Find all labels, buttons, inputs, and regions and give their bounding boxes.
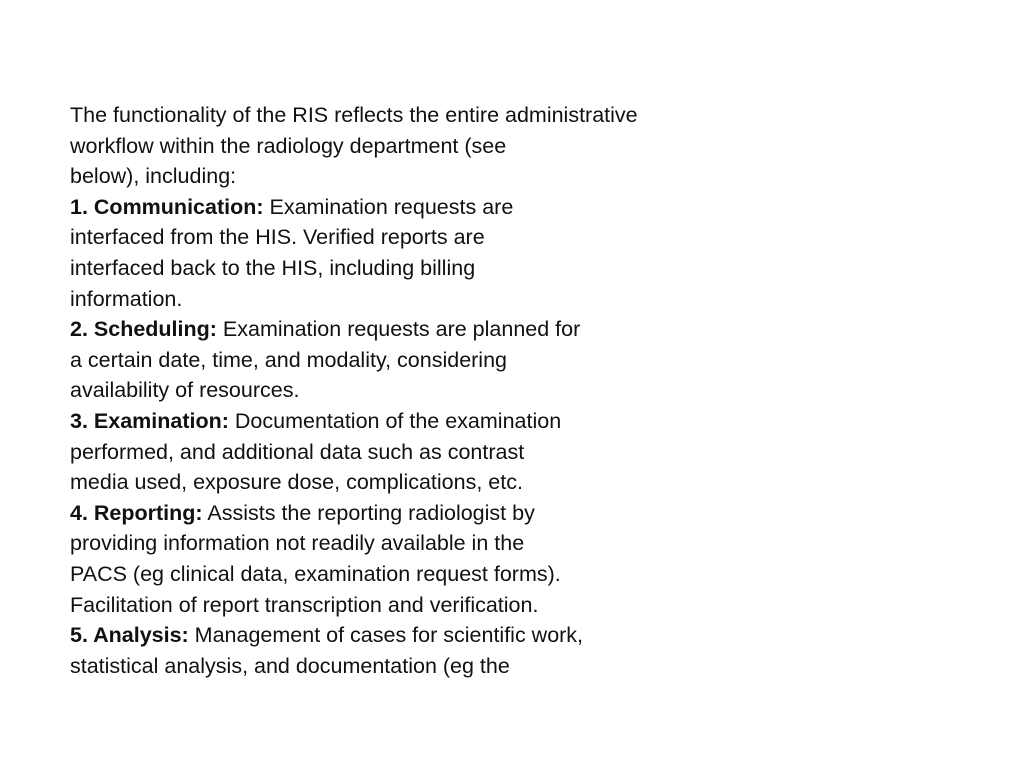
item-text: Examination requests are planned for [216,317,581,342]
item-text: Examination requests are [263,194,514,219]
item-text: Assists the reporting radiologist by [202,500,535,525]
item-text: media used, exposure dose, complications, etc. [70,470,523,495]
item-text: statistical analysis, and documentation (eg the [70,653,510,678]
item-text: providing information not readily available in the [70,531,525,556]
item-text: availability of resources. [70,378,300,403]
intro-line: The functionality of the RIS reflects the entire administrative [70,103,638,127]
item-text: Management of cases for scientific work, [188,623,584,648]
document-text [70,100,770,681]
item-text: information. [70,286,183,311]
list-item-examination [70,406,770,498]
list-item-scheduling [70,314,770,406]
item-text: interfaced from the HIS. Verified reports are [70,225,485,250]
item-heading: 1. Communication: [70,194,264,219]
item-heading: 2. Scheduling: [70,317,217,342]
intro-line: workflow within the radiology department (see [70,133,507,158]
item-heading: 5. Analysis: [70,623,189,648]
item-text: Documentation of the examination [228,408,562,433]
list-item-communication [70,192,770,314]
item-text: PACS (eg clinical data, examination request forms). [70,561,561,586]
list-item-analysis [70,620,770,681]
item-text: interfaced back to the HIS, including billing [70,255,476,280]
item-text: performed, and additional data such as contrast [70,439,525,464]
item-text: Facilitation of report transcription and verification. [70,592,539,617]
item-heading: 4. Reporting: [70,500,203,525]
item-heading: 3. Examination: [70,408,229,433]
item-text: a certain date, time, and modality, considering [70,347,508,372]
list-item-reporting [70,498,770,620]
intro-line: below), including: [70,164,237,189]
